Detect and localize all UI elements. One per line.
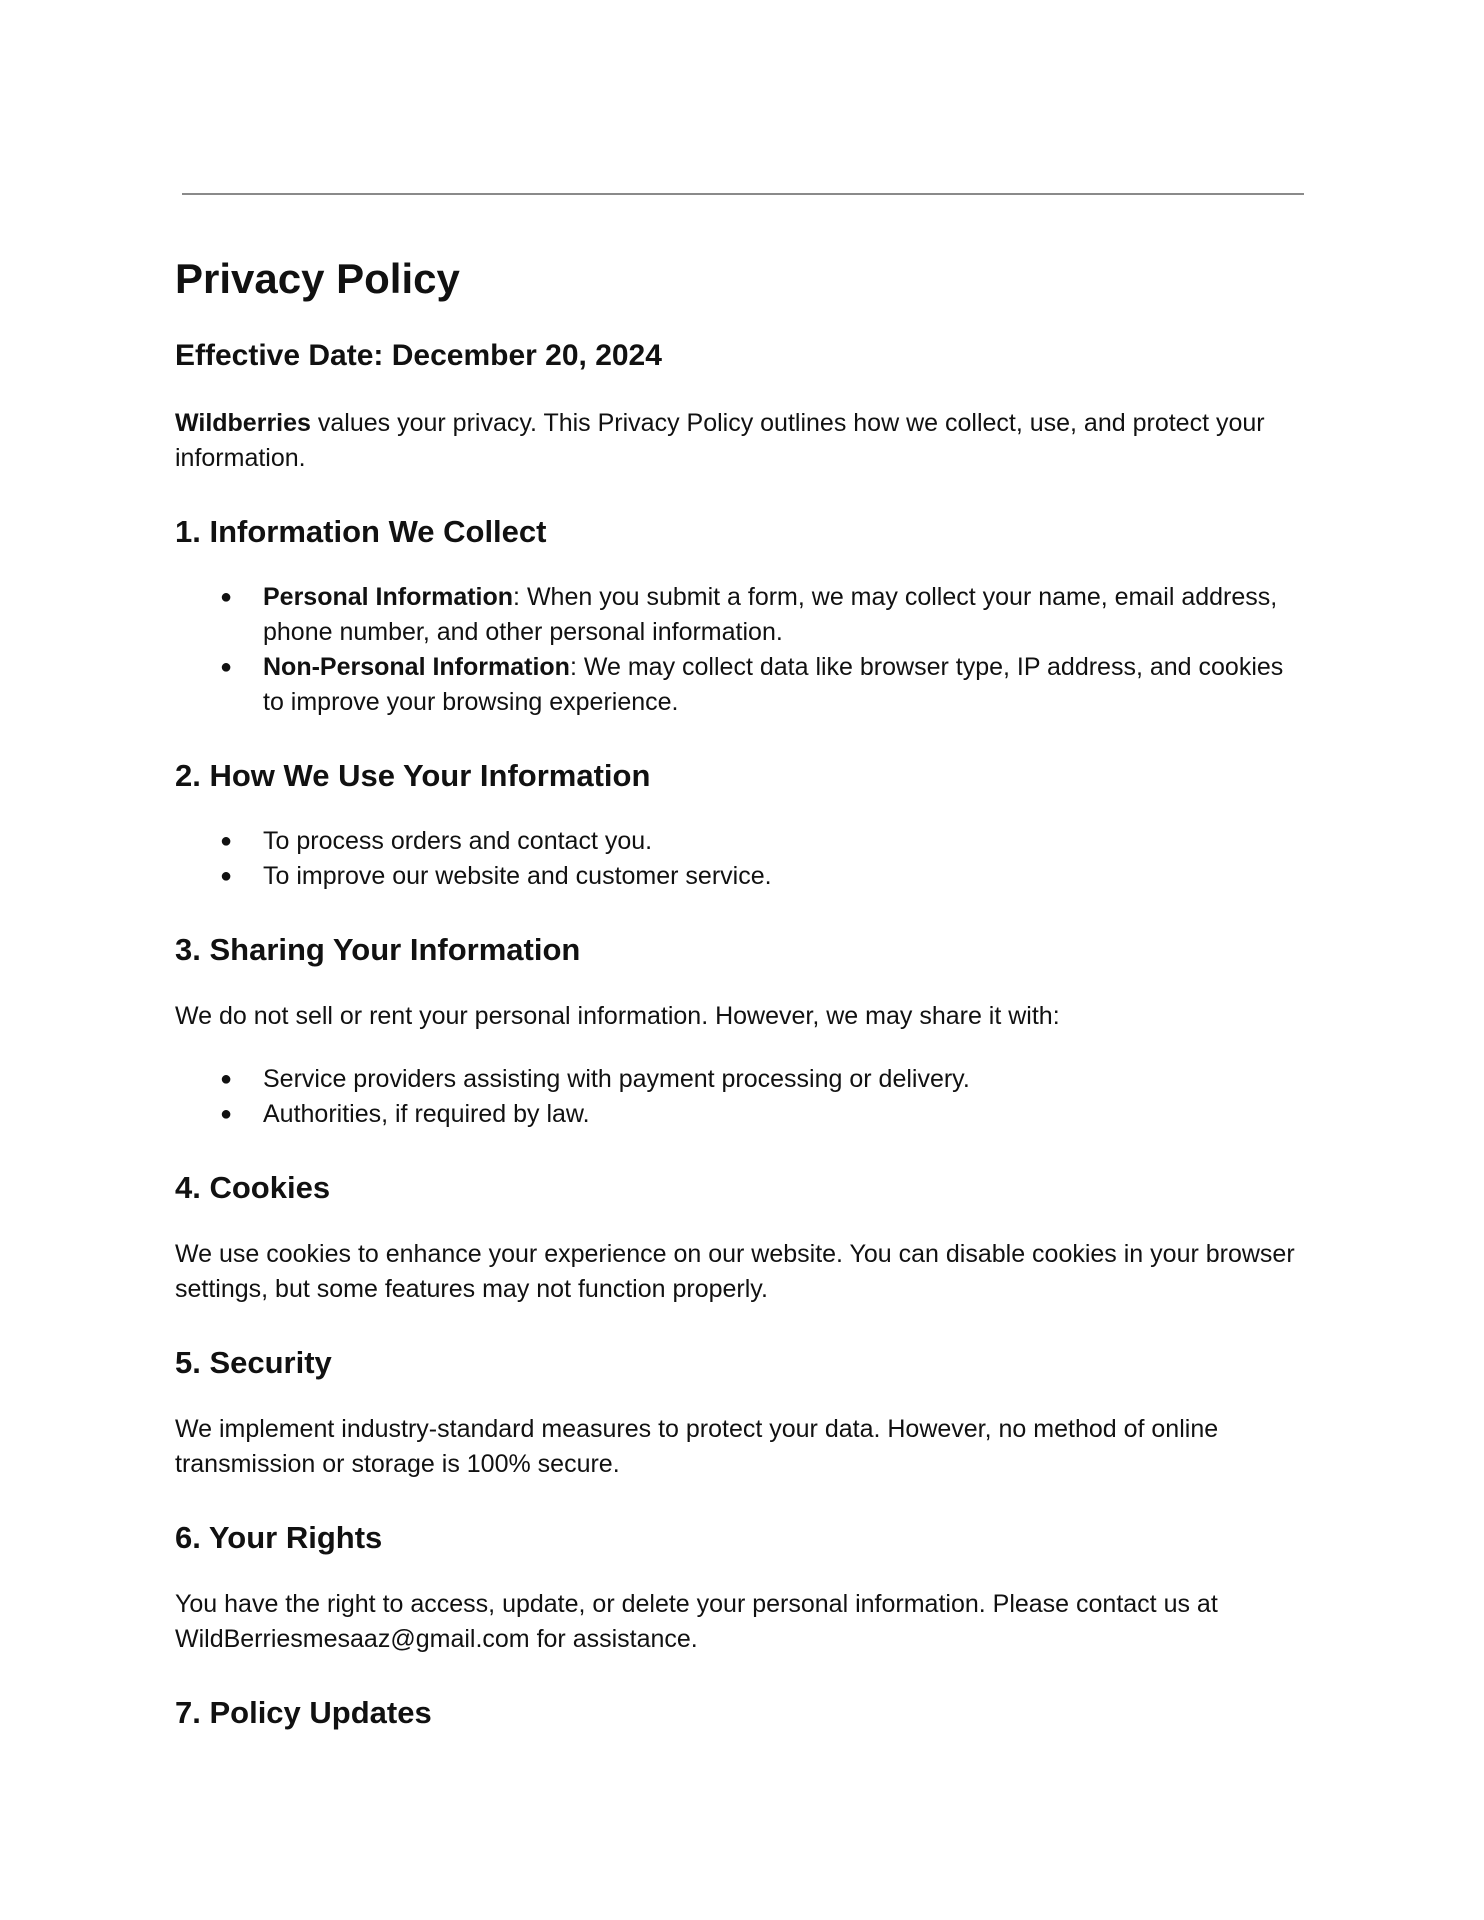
item-label: Personal Information — [263, 583, 514, 611]
section-heading-1: 1. Information We Collect — [175, 514, 547, 549]
list-item — [175, 650, 1305, 720]
list-item — [175, 1097, 1305, 1132]
section-4-paragraph: We use cookies to enhance your experience on our website. You can disable cookies in your browser settings, but some features may not function properly. — [175, 1240, 1295, 1303]
list-item — [175, 859, 1305, 894]
bullet-icon: ● — [220, 1103, 233, 1125]
list-item — [175, 580, 1305, 650]
effective-date: Effective Date: December 20, 2024 — [175, 339, 662, 372]
bullet-icon: ● — [220, 656, 233, 678]
section-6-paragraph: You have the right to access, update, or delete your personal information. Please contact us at WildBerriesmesaaz@gmail.com for assistance. — [175, 1590, 1218, 1653]
item-label: Non-Personal Information — [263, 653, 570, 681]
intro-paragraph — [175, 406, 1305, 476]
document-content — [175, 250, 1305, 1733]
section-1-list — [175, 580, 1305, 720]
section-2-list — [175, 824, 1305, 894]
list-item — [175, 1062, 1305, 1097]
section-heading-5: 5. Security — [175, 1345, 332, 1380]
section-3-paragraph: We do not sell or rent your personal information. However, we may share it with: — [175, 1002, 1060, 1030]
section-heading-3: 3. Sharing Your Information — [175, 932, 581, 967]
section-heading-2: 2. How We Use Your Information — [175, 758, 651, 793]
item-text: : We may collect data like browser type, IP address, and cookies to improve your browsing experience. — [263, 653, 1284, 716]
item-text: Service providers assisting with payment processing or delivery. — [263, 1065, 970, 1093]
item-text: : When you submit a form, we may collect your name, email address, phone number, and other personal information. — [263, 583, 1278, 646]
brand-name: Wildberries — [175, 409, 311, 437]
list-item — [175, 824, 1305, 859]
horizontal-rule — [182, 193, 1304, 195]
intro-text: values your privacy. This Privacy Policy outlines how we collect, use, and protect your information. — [175, 409, 1265, 472]
item-text: To process orders and contact you. — [263, 827, 653, 855]
bullet-icon: ● — [220, 865, 233, 887]
section-5-paragraph: We implement industry-standard measures to protect your data. However, no method of online transmission or storage is 100% secure. — [175, 1415, 1219, 1478]
section-3-list — [175, 1062, 1305, 1132]
bullet-icon: ● — [220, 586, 233, 608]
page-title: Privacy Policy — [175, 255, 460, 302]
section-heading-7: 7. Policy Updates — [175, 1695, 432, 1730]
item-text: Authorities, if required by law. — [263, 1100, 590, 1128]
bullet-icon: ● — [220, 830, 233, 852]
section-heading-4: 4. Cookies — [175, 1170, 331, 1205]
bullet-icon: ● — [220, 1068, 233, 1090]
section-heading-6: 6. Your Rights — [175, 1520, 383, 1555]
item-text: To improve our website and customer service. — [263, 862, 772, 890]
